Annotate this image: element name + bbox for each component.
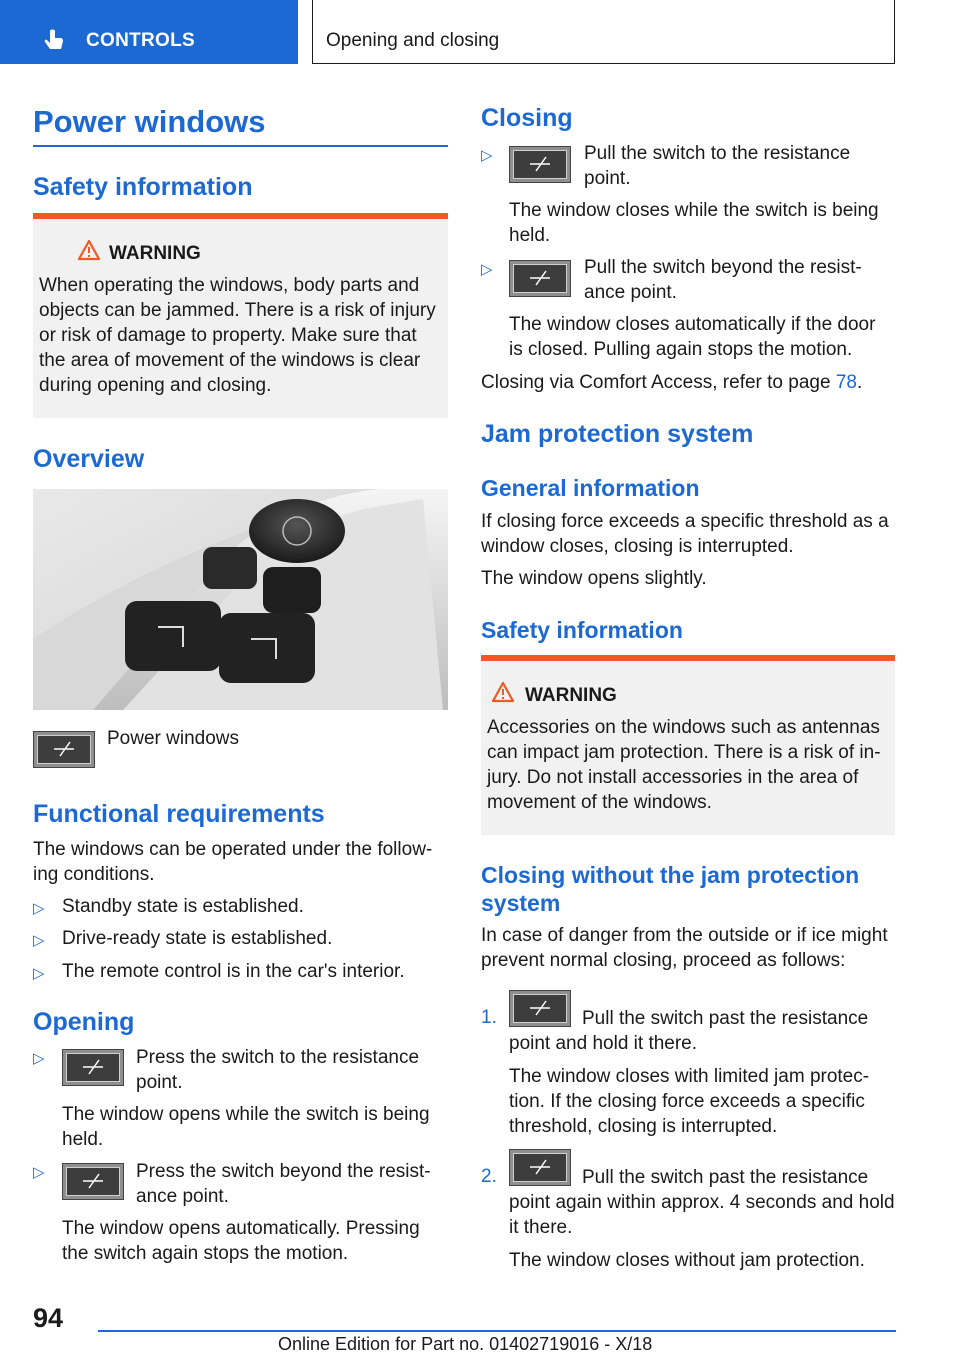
window-switch-icon [509, 260, 571, 297]
closing-lead: Pull the switch beyond the resist‐ ance point. [584, 257, 862, 303]
bullet-icon: ▷ [33, 965, 45, 982]
step-text: point and hold it there. [509, 1033, 698, 1054]
safety-heading: Safety information [33, 173, 253, 201]
step-follow: The window closes without jam protection. [509, 1250, 865, 1271]
condition-item: Drive-ready state is established. [62, 928, 333, 949]
photo-caption: Power windows [107, 728, 239, 749]
step-number: 1. [481, 1007, 497, 1028]
opening-heading: Opening [33, 1008, 135, 1036]
window-switch-icon [509, 146, 571, 183]
footer-rule [98, 1330, 896, 1332]
closing-follow: The window closes while the switch is being held. [509, 200, 879, 246]
bullet-icon: ▷ [33, 900, 45, 917]
condition-item: Standby state is established. [62, 896, 304, 917]
step-number: 2. [481, 1166, 497, 1187]
warning-box-2 [481, 655, 895, 835]
page-reference-link[interactable]: 78 [835, 372, 857, 393]
section-label: CONTROLS [86, 30, 196, 51]
window-switch-icon [62, 1163, 124, 1200]
closing-heading: Closing [481, 104, 573, 132]
closing-lead: Pull the switch to the resistance point. [584, 143, 851, 189]
bullet-icon: ▷ [33, 1164, 45, 1181]
opening-lead: Press the switch beyond the resist‐ ance point. [136, 1161, 431, 1207]
step-text: point again within approx. 4 seconds and hold it there. [509, 1192, 895, 1238]
opening-lead: Press the switch to the resistance point. [136, 1047, 420, 1093]
warning-label: WARNING [525, 685, 617, 706]
general-text: If closing force exceeds a specific threshold as a window closes, closing is interrupted. [481, 511, 889, 557]
comfort-access-text: Closing via Comfort Access, refer to page 78. [481, 372, 863, 393]
bullet-icon: ▷ [481, 261, 493, 278]
warning-icon [491, 681, 515, 703]
step-lead: Pull the switch past the resistance [582, 1008, 869, 1029]
window-switch-icon [509, 990, 571, 1027]
window-switch-icon [509, 1149, 571, 1186]
warning-bar [481, 655, 895, 661]
window-switch-icon [62, 1049, 124, 1086]
jam-heading: Jam protection system [481, 420, 754, 448]
without-jam-heading: Closing without the jam protection system [481, 862, 860, 916]
functional-text: The windows can be operated under the follow‐ ing conditions. [33, 839, 433, 885]
title-rule [33, 145, 448, 147]
step-follow: The window closes with limited jam protec‐ tion. If the closing force exceeds a specific threshold, closing is interrupted. [509, 1066, 870, 1137]
warning-text: When operating the windows, body parts and objects can be jammed. There is a risk of injury or risk of damage to property. Make sure that the area of movement of the windows is clear during opening and closing. [39, 275, 436, 396]
chapter-header [312, 0, 895, 64]
functional-heading: Functional requirements [33, 800, 325, 828]
footer-edition: Online Edition for Part no. 01402719016 - X/18 [278, 1334, 653, 1354]
warning-box [33, 213, 448, 418]
safety-heading-2: Safety information [481, 617, 683, 643]
power-windows-photo [33, 489, 448, 710]
page-number: 94 [33, 1303, 64, 1333]
opening-follow: The window opens automatically. Pressing the switch again stops the motion. [62, 1218, 420, 1264]
step-lead: Pull the switch past the resistance [582, 1167, 869, 1188]
closing-follow: The window closes automatically if the door is closed. Pulling again stops the motion. [509, 314, 876, 360]
hand-pointer-icon [42, 28, 68, 59]
chapter-label: Opening and closing [326, 30, 500, 51]
page-title: Power windows [33, 104, 266, 139]
window-switch-icon [33, 731, 95, 768]
warning-icon [77, 239, 101, 261]
warning-text: Accessories on the windows such as antennas can impact jam protection. There is a risk of in‐ jury. Do not install accessories in the area of movement of the windows. [487, 717, 881, 813]
opening-follow: The window opens while the switch is being held. [62, 1104, 430, 1150]
section-tab [0, 0, 298, 64]
bullet-icon: ▷ [33, 932, 45, 949]
overview-heading: Overview [33, 445, 145, 473]
bullet-icon: ▷ [481, 147, 493, 164]
condition-item: The remote control is in the car's interior. [62, 961, 405, 982]
bullet-icon: ▷ [33, 1050, 45, 1067]
opens-slightly-text: The window opens slightly. [481, 568, 707, 589]
warning-bar [33, 213, 448, 219]
without-jam-text: In case of danger from the outside or if ice might prevent normal closing, proceed as follows: [481, 925, 888, 971]
general-heading: General information [481, 475, 700, 501]
warning-label: WARNING [109, 243, 201, 264]
